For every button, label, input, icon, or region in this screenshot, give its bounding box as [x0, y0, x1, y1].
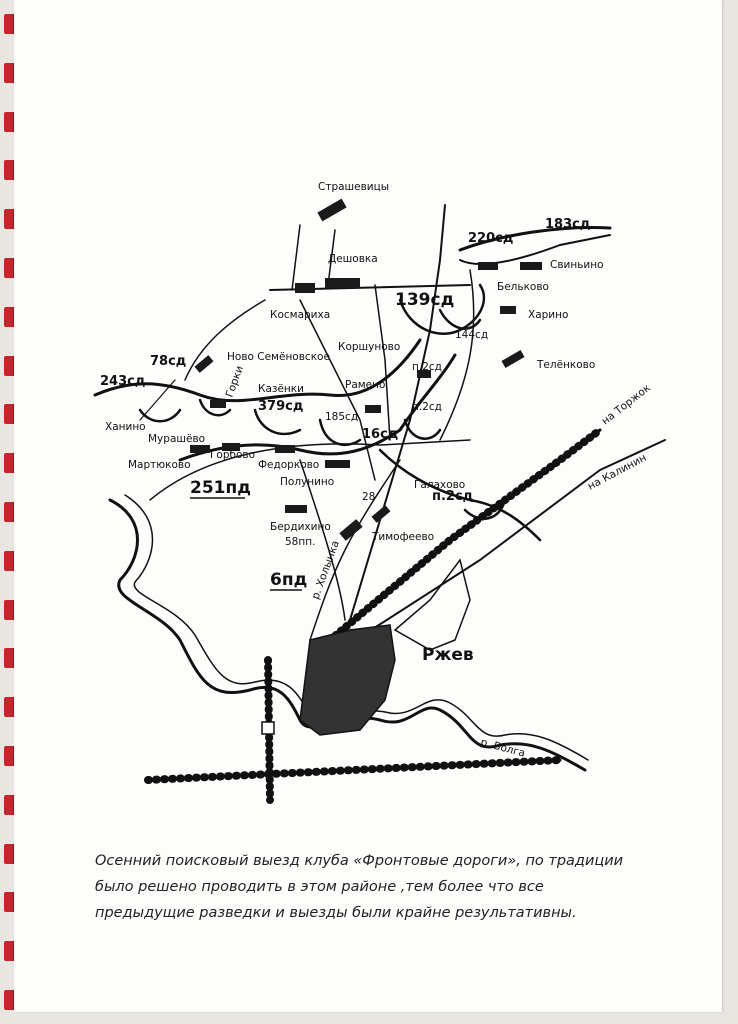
label-khanino: Ханино [105, 421, 146, 433]
settlement [520, 262, 542, 270]
label-martyukovo: Мартюково [128, 459, 191, 471]
rzhev-city-hatched [300, 625, 395, 735]
label-muravyevo: Мурашёво [148, 433, 206, 445]
label-na-kalinin: на Калинин [585, 451, 649, 493]
unit-183: 183сд [545, 217, 591, 232]
settlement [210, 400, 226, 408]
label-timofeevo: Тимофеево [372, 531, 435, 543]
unit-185: 185сд [325, 411, 359, 423]
label-telenkovo: Телёнково [537, 359, 596, 371]
label-ramenye: Рамено [345, 379, 386, 391]
unit-144: 144сд [455, 329, 489, 341]
unit-78: 78сд [150, 354, 187, 369]
label-strashevitsy: Страшевицы [318, 181, 390, 193]
unit-arc [405, 420, 440, 439]
settlement [325, 278, 360, 288]
unit-2c: п.2сд [432, 489, 474, 504]
label-rzhev: Ржев [422, 645, 474, 665]
label-kosmarikha: Космариха [270, 309, 331, 321]
settlement [295, 283, 315, 293]
label-r-kholynka: р. Холынка [309, 539, 342, 602]
settlement [365, 405, 381, 413]
unit-220: 220сд [468, 231, 514, 246]
unit-16: 16сд [362, 427, 399, 442]
unit-28: 28 [362, 491, 376, 503]
settlement [317, 199, 346, 222]
unit-6: 6пд [270, 570, 308, 590]
settlement [372, 505, 391, 523]
label-korshunovo: Коршуново [338, 341, 401, 353]
unit-251: 251пд [190, 478, 251, 498]
settlement [285, 505, 307, 513]
railway-south-ties [148, 760, 560, 780]
road [375, 285, 390, 440]
label-novo-semenovskoe: Ново Семёновское [227, 351, 330, 363]
label-kharino: Харино [528, 309, 569, 321]
settlement [478, 262, 498, 270]
settlement [190, 445, 210, 453]
road [292, 225, 300, 290]
page-caption: Осенний поисковый выезд клуба «Фронтовые дороги», по традиции было решено проводить в этом районе ,тем более что все предыдущие разведки и выезды были крайне результативны. [95, 853, 624, 921]
unit-379: 379сд [258, 399, 304, 414]
label-berdikhino: Бердихино [270, 521, 331, 533]
label-svinyino: Свиньино [550, 259, 604, 271]
settlement [500, 306, 516, 314]
unit-arc [140, 410, 180, 421]
label-gorbovo: Горбово [210, 449, 256, 461]
unit-2a: п.2сд [412, 361, 442, 373]
settlement [325, 460, 350, 468]
unit-139: 139сд [395, 290, 455, 310]
label-r-volga: р. Волга [479, 736, 527, 760]
label-na-torzhok: на Торжок [599, 381, 653, 428]
unit-58: 58пп. [285, 536, 316, 548]
settlement [275, 445, 295, 453]
label-galakhovo: Галахово [414, 479, 466, 491]
label-deshovka: Дешовка [328, 253, 378, 265]
label-gorki: Горки [223, 364, 246, 400]
settlement [501, 350, 524, 368]
unit-arc [320, 420, 360, 445]
unit-243: 243сд [100, 374, 146, 389]
label-kazyonki: Казёнки [258, 383, 304, 395]
unit-2b: п.2сд [412, 401, 442, 413]
label-fedorkovo: Федорково [258, 459, 320, 471]
label-polunino: Полунино [280, 476, 335, 488]
station-marker [262, 722, 274, 734]
label-belkovo: Бельково [497, 281, 549, 293]
